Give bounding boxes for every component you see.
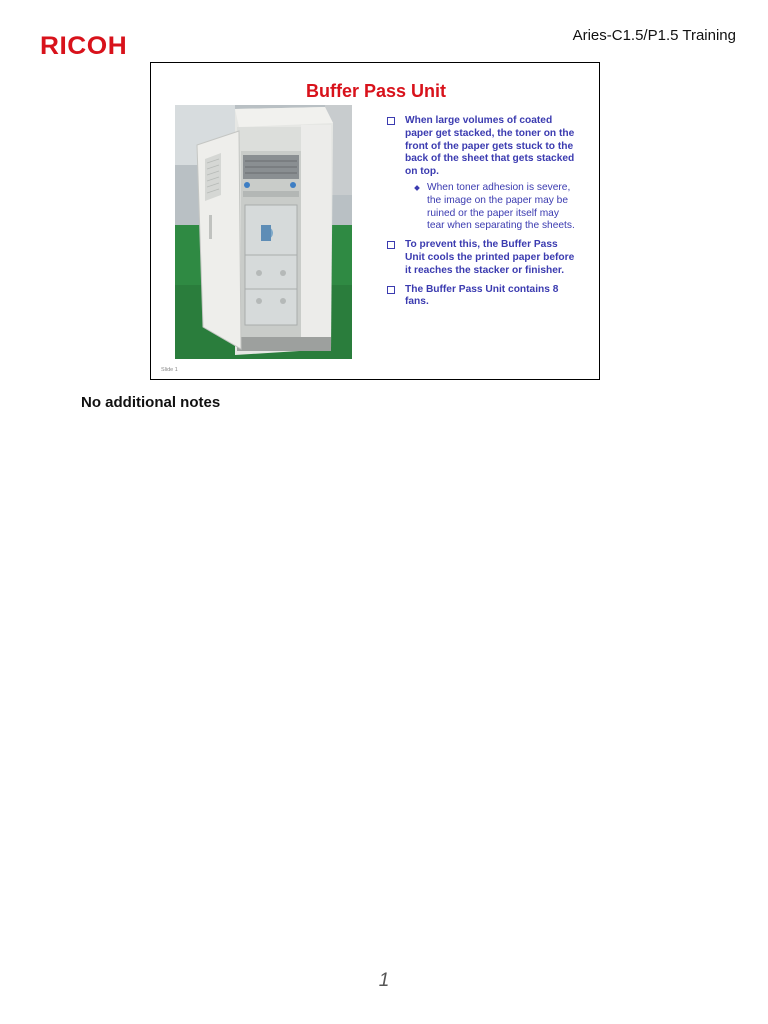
slide-frame [150,62,600,380]
diamond-bullet-icon [414,185,420,191]
training-title: Aries-C1.5/P1.5 Training [572,27,736,44]
bullet-text: To prevent this, the Buffer Pass Unit cools the printed paper before it reaches the stacker or finisher. [405,239,575,276]
bullet-item [387,115,577,233]
checkbox-bullet-icon [387,241,395,249]
slide-number-label: Slide 1 [161,367,178,373]
checkbox-bullet-icon [387,286,395,294]
notes-text: No additional notes [81,394,221,411]
slide-title: Buffer Pass Unit [305,81,447,101]
sub-bullet-list [405,182,577,233]
bullet-item [387,284,577,310]
bullet-item [387,239,577,277]
ricoh-logo: RICOH [40,32,128,60]
sub-bullet-item [405,182,577,233]
page-number: 1 [378,970,390,991]
buffer-pass-unit-photo [175,105,352,359]
bullet-text: When large volumes of coated paper get stacked, the toner on the front of the paper gets stuck to the back of the sheet that gets stacked on top. [405,115,575,178]
bullet-list [387,115,577,315]
checkbox-bullet-icon [387,117,395,125]
sub-bullet-text: When toner adhesion is severe, the image on the paper may be ruined or the paper itself may tear when separating the sheets. [427,181,575,232]
bullet-text: The Buffer Pass Unit contains 8 fans. [405,283,559,308]
